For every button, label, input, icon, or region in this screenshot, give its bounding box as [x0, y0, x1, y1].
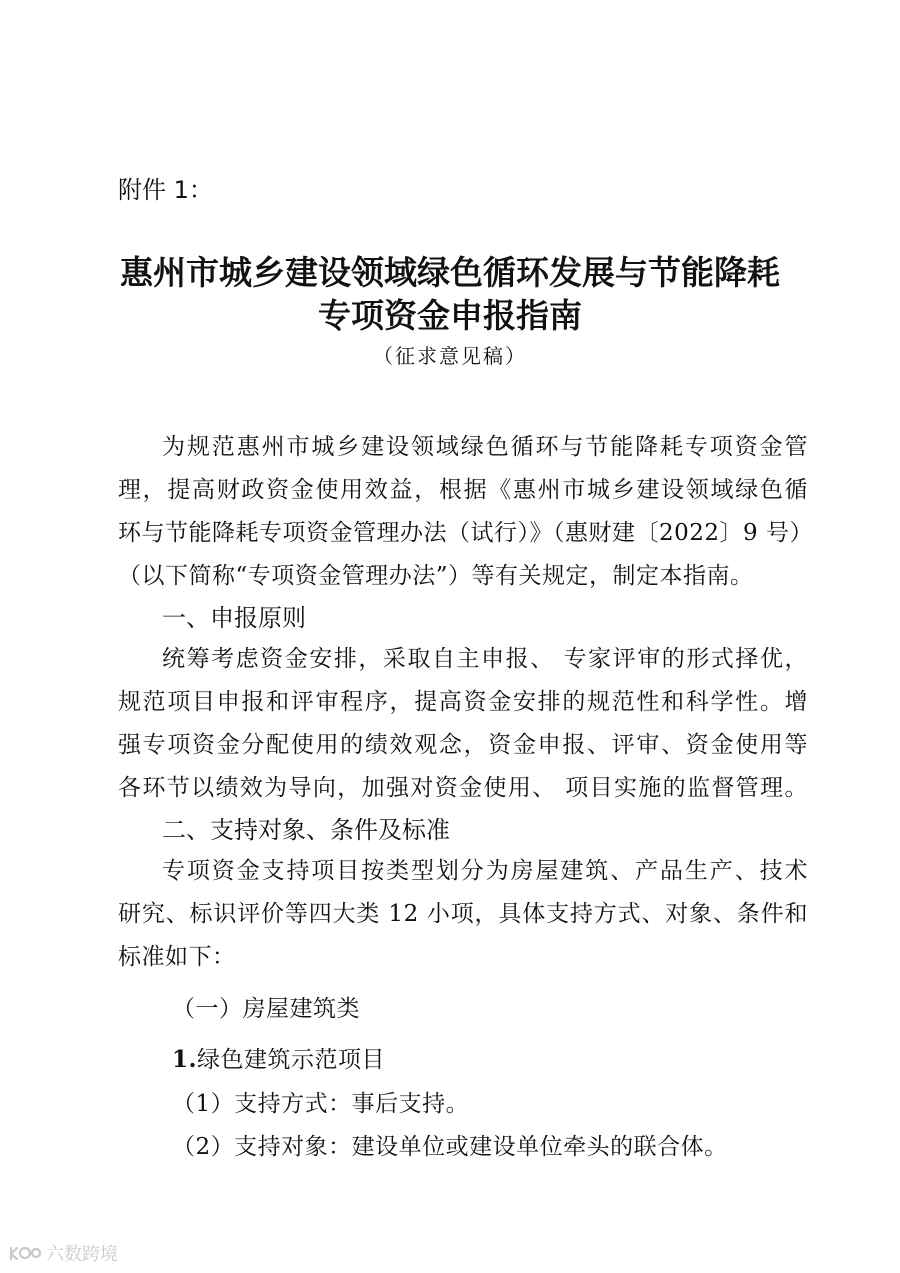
section-2-line-2: 研究、标识评价等四大类 12 小项，具体支持方式、对象、条件和 [118, 901, 808, 927]
subsection-1-item-2: （2）支持对象：建设单位或建设单位牵头的联合体。 [172, 1134, 728, 1160]
watermark [8, 1240, 118, 1266]
section-2-line-3: 标准如下： [118, 944, 236, 970]
watermark-text: 六数跨境 [46, 1244, 118, 1265]
section-1-line-1: 统筹考虑资金安排，采取自主申报、 专家评审的形式择优， [162, 646, 808, 672]
intro-line-4: （以下简称“专项资金管理办法”）等有关规定，制定本指南。 [118, 563, 754, 589]
brand-logo-icon [8, 1243, 42, 1263]
intro-line-2: 理，提高财政资金使用效益，根据《惠州市城乡建设领域绿色循 [118, 477, 808, 503]
item-number: 1. [172, 1046, 198, 1073]
section-1-line-2: 规范项目申报和评审程序，提高资金安排的规范性和科学性。增 [118, 689, 808, 715]
intro-line-1: 为规范惠州市城乡建设领域绿色循环与节能降耗专项资金管 [162, 434, 808, 460]
section-2-line-1: 专项资金支持项目按类型划分为房屋建筑、产品生产、技术 [162, 858, 808, 884]
subsection-1-heading: （一）房屋建筑类 [172, 996, 360, 1022]
item-title-text: 绿色建筑示范项目 [197, 1047, 386, 1073]
document-title-line-1: 惠州市城乡建设领域绿色循环发展与节能降耗 [120, 253, 780, 292]
document-subtitle: （征求意见稿） [373, 344, 527, 368]
subsection-1-item-1: （1）支持方式：事后支持。 [172, 1091, 470, 1117]
section-1-line-3: 强专项资金分配使用的绩效观念，资金申报、评审、资金使用等 [118, 732, 808, 758]
intro-line-3: 环与节能降耗专项资金管理办法（试行）》（惠财建〔2022〕9 号） [118, 520, 813, 546]
subsection-1-item-title [172, 1041, 385, 1074]
section-1-line-4: 各环节以绩效为导向，加强对资金使用、 项目实施的监督管理。 [118, 775, 808, 801]
document-title-line-2: 专项资金申报指南 [318, 296, 582, 335]
section-1-heading: 一、申报原则 [162, 604, 306, 632]
attachment-label: 附件 1： [118, 176, 213, 204]
section-2-heading: 二、支持对象、条件及标准 [162, 816, 450, 844]
